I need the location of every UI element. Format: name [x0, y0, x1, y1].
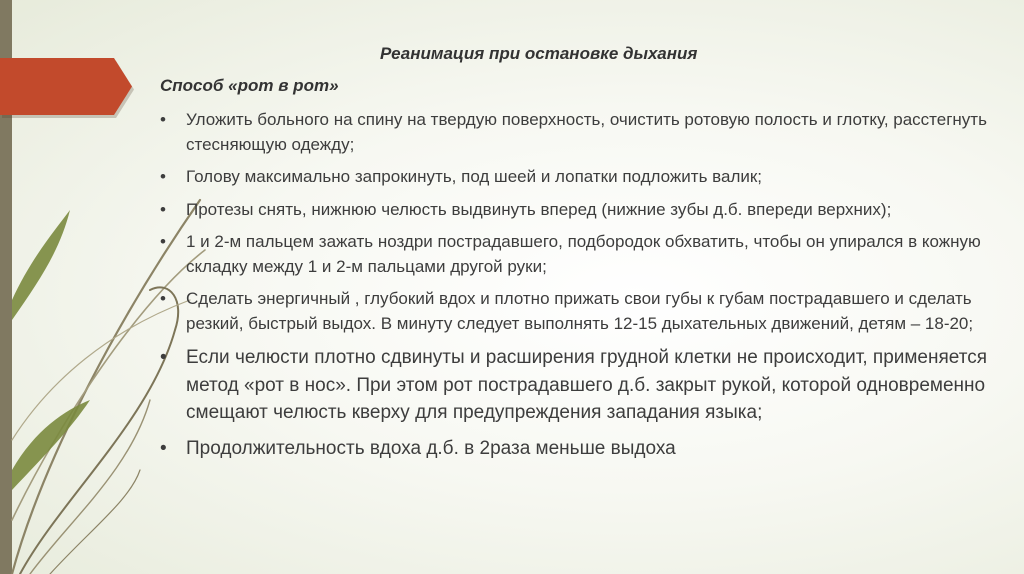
bullet-text: Голову максимально запрокинуть, под шеей и лопатки подложить валик; — [186, 167, 763, 186]
slide-subtitle: Способ «рот в рот» — [160, 76, 339, 95]
accent-arrow — [0, 58, 132, 115]
bullet-item — [160, 230, 990, 279]
bullet-list — [160, 108, 990, 470]
bullet-text: Уложить больного на спину на твердую поверхность, очистить ротовую полость и глотку, расстегнуть стесняющую одежду; — [186, 110, 987, 154]
bullet-dot: • — [160, 167, 166, 186]
bullet-item — [160, 435, 990, 463]
bullet-dot: • — [160, 437, 167, 459]
bullet-dot: • — [160, 199, 166, 219]
slide-title: Реанимация при остановке дыхания — [380, 44, 698, 63]
bullet-dot: • — [160, 232, 166, 251]
bullet-text: Если челюсти плотно сдвинуты и расширения грудной клетки не происходит, применяется метод «рот в нос». При этом рот пострадавшего д.б. закрыт рукой, которой одновременно смещают челюсть кверху для предупреждения западания языка; — [186, 347, 987, 423]
bullet-text: 1 и 2-м пальцем зажать ноздри пострадавшего, подбородок обхватить, чтобы он упирался в кожную складку между 1 и 2-м пальцами другой руки; — [186, 232, 981, 276]
bullet-text: Продолжительность вдоха д.б. в 2раза меньше выдоха — [186, 437, 676, 459]
bullet-item — [160, 165, 990, 190]
bullet-item — [160, 344, 990, 427]
bullet-dot: • — [160, 110, 166, 129]
bullet-item — [160, 108, 990, 157]
bullet-item — [160, 287, 990, 336]
bullet-dot: • — [160, 289, 166, 308]
bullet-dot: • — [160, 347, 167, 368]
bullet-text: Протезы снять, нижнюю челюсть выдвинуть вперед (нижние зубы д.б. впереди верхних); — [186, 199, 892, 219]
bullet-text: Сделать энергичный , глубокий вдох и плотно прижать свои губы к губам пострадавшего и сделать резкий, быстрый выдох. В минуту следует выполнять 12-15 дыхательных движений, детям – 18-20; — [186, 289, 974, 333]
bullet-item — [160, 198, 990, 223]
